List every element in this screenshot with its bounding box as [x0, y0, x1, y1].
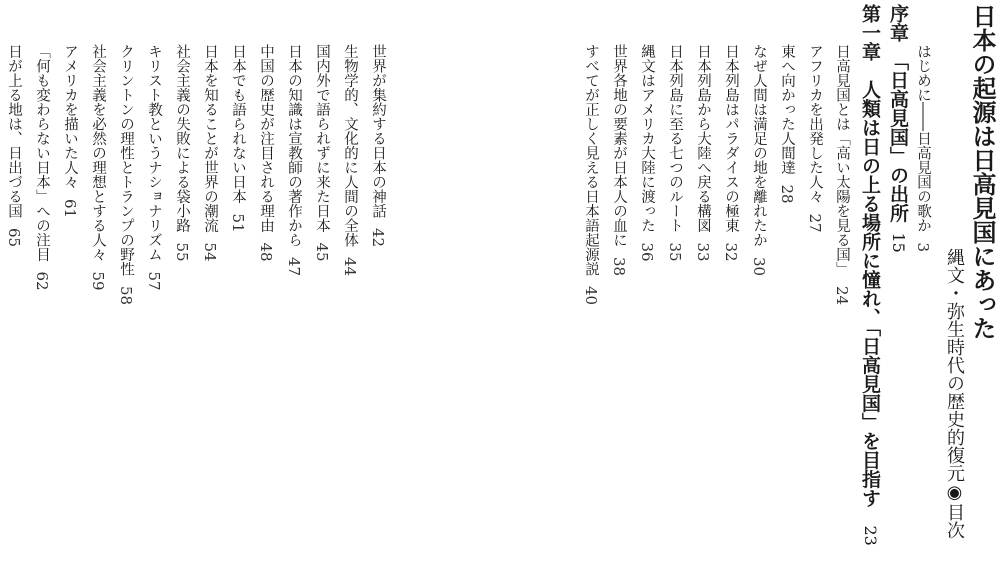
toc-entry-page: 30	[750, 257, 768, 277]
toc-entry-text: 日本を知ることが世界の潮流	[202, 44, 218, 233]
toc-entry-text: 日高見国とは「高い太陽を見る国」	[834, 44, 850, 276]
toc-entry-text: 国内外で語られずに来た日本	[314, 44, 330, 233]
toc-entry-text: 生物学的、文化的に人間の全体	[342, 44, 358, 247]
toc-entry-text: キリスト教というナショナリズム	[146, 44, 162, 262]
toc-entry-page: 51	[229, 213, 247, 233]
toc-entry[interactable]	[611, 44, 626, 276]
toc-entry[interactable]	[62, 44, 77, 218]
toc-entry-text: 東へ向かった人間達	[779, 44, 795, 175]
toc-entry-page: 45	[313, 242, 331, 262]
toc-entry[interactable]	[834, 44, 849, 305]
toc-entry[interactable]	[146, 44, 161, 291]
toc-entry-page: 3	[914, 242, 932, 253]
toc-entry-text: 日が上る地は、日出づる国	[6, 44, 22, 218]
toc-entry-text: アフリカを出発した人々	[807, 44, 823, 204]
toc-entry-page: 58	[117, 286, 135, 306]
toc-entry-page: 42	[369, 228, 387, 248]
toc-entry-page: 54	[201, 242, 219, 262]
toc-entry-page: 23	[861, 525, 880, 546]
toc-entry-page: 57	[145, 271, 163, 291]
toc-entry-text: 中国の歴史が注目される理由	[258, 44, 274, 233]
toc-entry-page: 33	[694, 242, 712, 262]
book-title: 日本の起源は日高見国にあった	[968, 4, 996, 340]
toc-entry[interactable]	[751, 44, 766, 276]
toc-entry[interactable]	[34, 44, 49, 291]
toc-entry-page: 35	[666, 242, 684, 262]
toc-entry[interactable]	[6, 44, 21, 247]
toc-entry[interactable]	[723, 44, 738, 262]
toc-entry-page: 36	[638, 242, 656, 262]
toc-entry-page: 47	[285, 257, 303, 277]
toc-entry-text: すべてが正しく見える日本語起源説	[583, 44, 599, 276]
toc-entry-page: 59	[89, 271, 107, 291]
toc-entry-page: 40	[582, 286, 600, 306]
toc-entry[interactable]	[286, 44, 301, 276]
toc-entry-text: 第一章 人類は日の上る場所に憧れ、「日高見国」を目指す	[859, 4, 881, 508]
toc-entry[interactable]	[314, 44, 329, 262]
toc-entry-text: 社会主義を必然の理想とする人々	[90, 44, 106, 262]
toc-entry-page: 65	[5, 228, 23, 248]
toc-entry-page: 44	[341, 257, 359, 277]
toc-entry-page: 48	[257, 242, 275, 262]
toc-entry[interactable]	[583, 44, 598, 305]
toc-entry[interactable]	[342, 44, 357, 276]
toc-entry-text: 「何も変わらない日本」への注目	[34, 44, 50, 262]
toc-entry[interactable]	[202, 44, 217, 262]
toc-entry[interactable]	[258, 44, 273, 262]
toc-entry-text: 世界が集約する日本の神話	[370, 44, 386, 218]
toc-entry-page: 55	[173, 242, 191, 262]
toc-entry-text: なぜ人間は満足の地を離れたか	[751, 44, 767, 247]
toc-entry[interactable]	[230, 44, 245, 233]
toc-entry-text: アメリカを描いた人々	[62, 44, 78, 189]
toc-entry[interactable]	[174, 44, 189, 262]
toc-entry-text: 社会主義の失敗による袋小路	[174, 44, 190, 233]
toc-entry[interactable]	[667, 44, 682, 262]
toc-entry-text: クリントンの理性とトランプの野性	[118, 44, 134, 276]
toc-entry-text: 縄文はアメリカ大陸に渡った	[639, 44, 655, 233]
toc-entry-text: はじめに――日高見国の歌か	[915, 44, 931, 233]
toc-entry-text: 日本列島に至る七つのルート	[667, 44, 683, 233]
toc-entry-chapter-1[interactable]	[860, 4, 879, 546]
toc-entry[interactable]	[695, 44, 710, 262]
toc-entry-page: 61	[61, 199, 79, 219]
toc-entry-text: 日本でも語られない日本	[230, 44, 246, 204]
toc-entry[interactable]	[807, 44, 822, 233]
toc-entry-prologue[interactable]	[888, 4, 907, 253]
toc-entry-intro[interactable]	[915, 44, 930, 252]
toc-entry[interactable]	[370, 44, 385, 247]
toc-entry-text: 日本の知識は宣教師の著作から	[286, 44, 302, 247]
toc-entry-page: 62	[33, 271, 51, 291]
toc-entry-page: 24	[833, 286, 851, 306]
toc-entry-text: 日本列島はパラダイスの極東	[723, 44, 739, 233]
toc-entry-text: 日本列島から大陸へ戻る構図	[695, 44, 711, 233]
toc-entry-page: 28	[778, 184, 796, 204]
book-subtitle: 縄文・弥生時代の歴史的復元◉目次	[944, 248, 965, 539]
toc-entry[interactable]	[90, 44, 105, 291]
toc-entry[interactable]	[118, 44, 133, 305]
toc-entry-page: 32	[722, 242, 740, 262]
toc-entry-page: 38	[610, 257, 628, 277]
toc-entry-page: 15	[889, 232, 908, 253]
toc-entry-text: 世界各地の要素が日本人の血に	[611, 44, 627, 247]
toc-entry-page: 27	[806, 213, 824, 233]
toc-entry[interactable]	[639, 44, 654, 262]
toc-entry[interactable]	[779, 44, 794, 204]
toc-entry-text: 序章 「日高見国」の出所	[887, 4, 909, 223]
